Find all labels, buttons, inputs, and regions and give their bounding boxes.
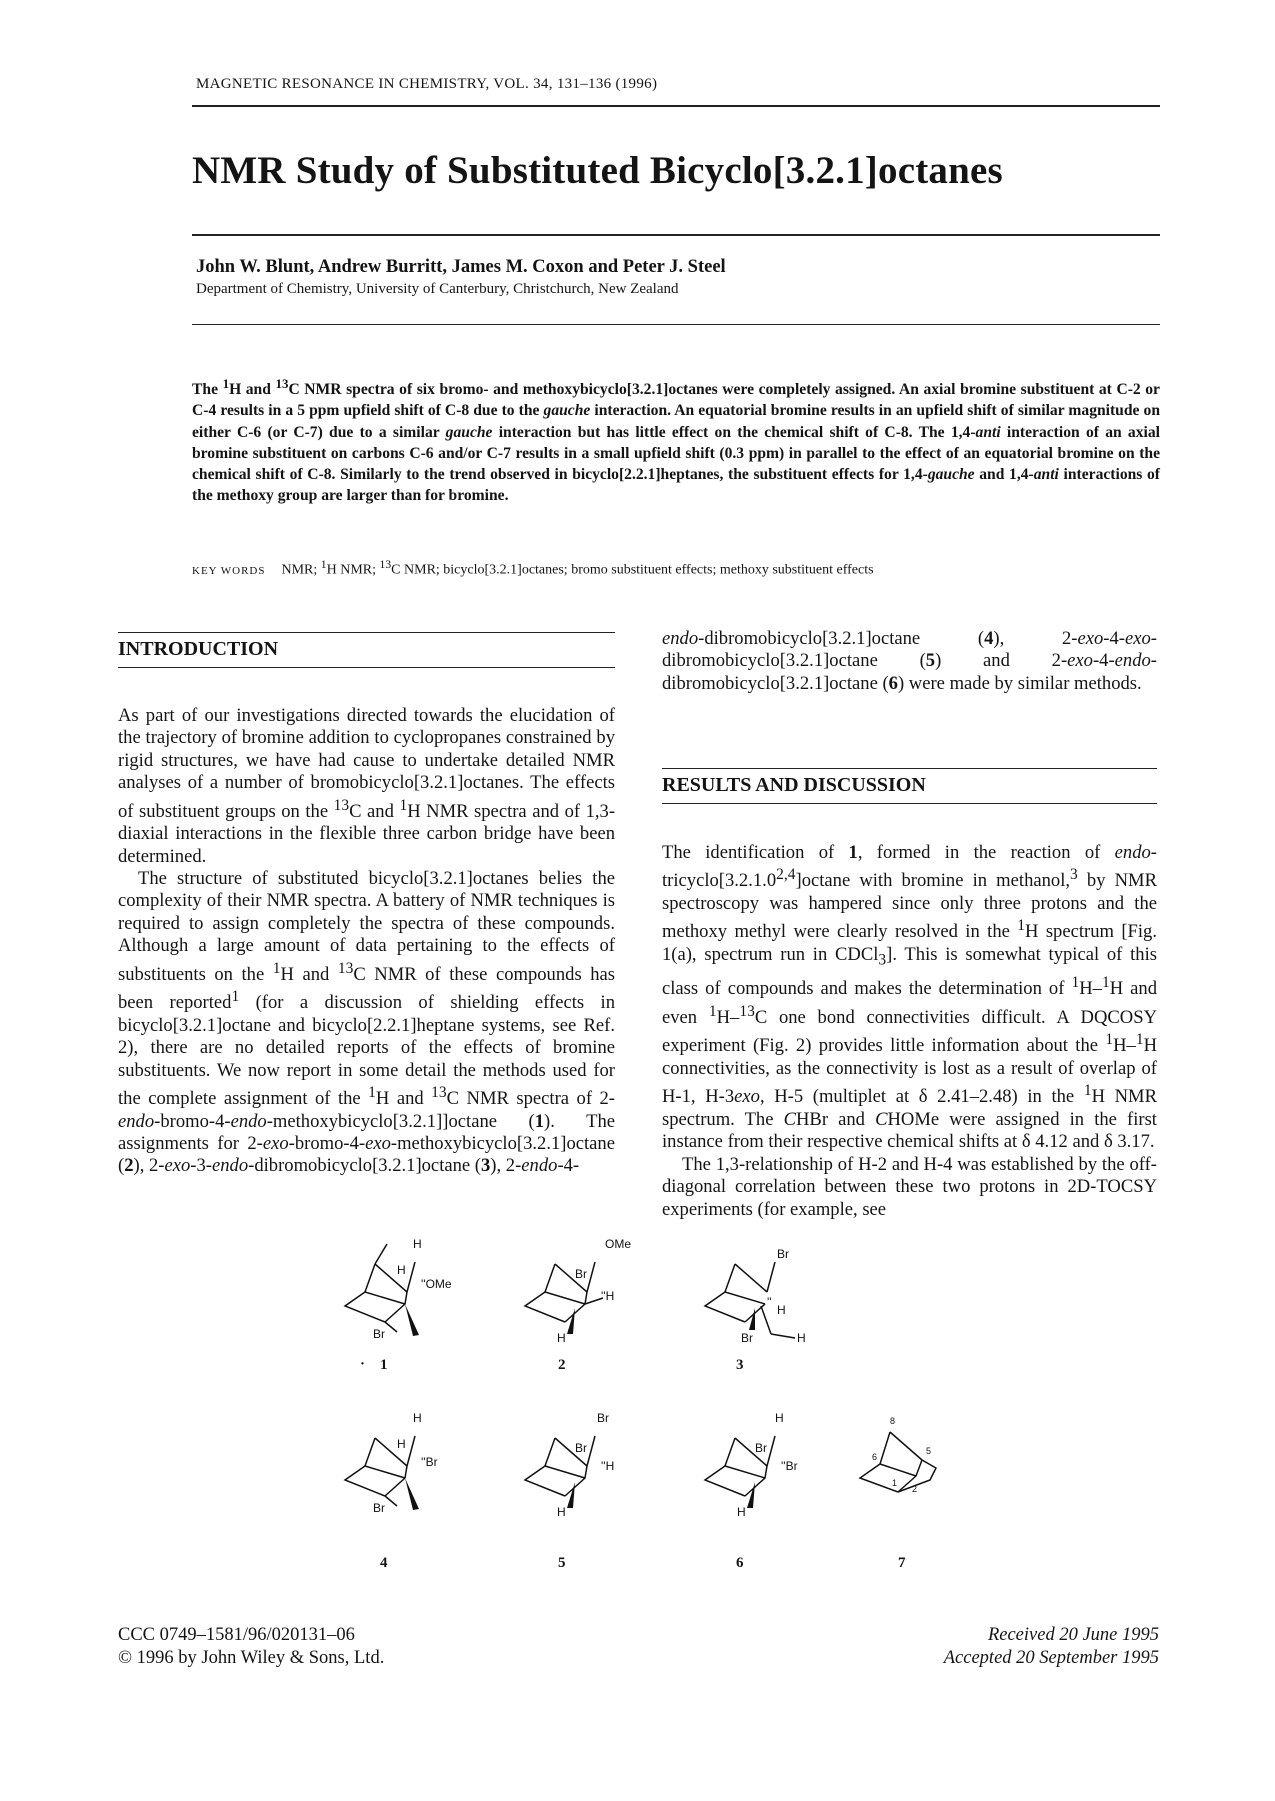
atom-br: ''Br xyxy=(781,1459,798,1473)
results-text xyxy=(662,842,1157,1221)
col2-continuation: endo-dibromobicyclo[3.2.1]octane (4), 2-exo-4-exo-dibromobicyclo[3.2.1]octane (5) and 2-exo-4-endo-dibromobicyclo[3.2.1]octane (6) were made by similar methods. xyxy=(662,628,1157,694)
structure-label-6: 6 xyxy=(736,1555,744,1571)
atom-br: Br xyxy=(373,1501,385,1515)
structure-label-2: 2 xyxy=(558,1357,566,1373)
results-heading: RESULTS AND DISCUSSION xyxy=(662,774,926,796)
structure-7 xyxy=(850,1408,970,1523)
atom-br: Br xyxy=(373,1327,385,1341)
atom-h: H xyxy=(397,1437,406,1451)
affiliation: Department of Chemistry, University of Canterbury, Christchurch, New Zealand xyxy=(196,281,679,297)
structure-label-4: 4 xyxy=(380,1555,388,1571)
structure-label-bullet: · xyxy=(360,1356,366,1372)
position-1: 1 xyxy=(892,1478,898,1488)
position-8: 8 xyxy=(890,1416,896,1426)
position-6: 6 xyxy=(872,1452,878,1462)
results-rule-bottom xyxy=(662,803,1157,804)
intro-text xyxy=(118,705,615,1178)
atom-h: H xyxy=(413,1237,422,1251)
atom-h: ''H xyxy=(601,1289,615,1303)
received-date: Received 20 June 1995 xyxy=(987,1625,1159,1645)
header-rule xyxy=(192,105,1160,107)
atom-br: Br xyxy=(777,1247,789,1261)
atom-br: Br xyxy=(741,1331,753,1345)
atom-h: H xyxy=(557,1505,566,1519)
atom-h: H xyxy=(413,1411,422,1425)
intro-rule-bottom xyxy=(118,667,615,668)
structure-label-7: 7 xyxy=(898,1555,906,1571)
atom-h: H xyxy=(775,1411,784,1425)
intro-paragraph-1: As part of our investigations directed towards the elucidation of the trajectory of bromine addition to cyclopropanes constrained by rigid structures, we have had cause to undertake detailed NMR analyses of a number of bromobicyclo[3.2.1]octanes. The effects of substituent groups on the $^{13}$C and $^1$H NMR spectra and of 1,3-diaxial interactions in the flexible three carbon bridge have been determined. xyxy=(118,705,616,867)
affiliation-rule xyxy=(192,324,1160,325)
journal-header: MAGNETIC RESONANCE IN CHEMISTRY, VOL. 34, 131–136 (1996) xyxy=(196,76,658,92)
atom-ome: ''OMe xyxy=(421,1277,452,1291)
structure-4 xyxy=(335,1408,475,1523)
atom-br: Br xyxy=(597,1411,609,1425)
accepted-date: Accepted 20 September 1995 xyxy=(943,1648,1159,1668)
keywords: KEY WORDS NMR; $^1$H NMR; $^{13}$C NMR; bicyclo[3.2.1]octanes; bromo substituent effects; methoxy substituent effects xyxy=(192,558,874,578)
results-paragraph-1: The identification of 1, formed in the reaction of endo-tricyclo[3.2.1.0$^{2,4}$]octane with bromine in methanol,$^3$ by NMR spectroscopy was hampered since only three protons and the methoxy methyl were clearly resolved in the $^1$H spectrum [Fig. 1(a), spectrum run in CDCl$_3$]. This is somewhat typical of this class of compounds and makes the determination of $^1$H–$^1$H and even $^1$H–$^{13}$C one bond connectivities difficult. A DQCOSY experiment (Fig. 2) provides little information about the $^1$H–$^1$H connectivities, as the connectivity is lost as a result of overlap of H-1, H-3exo, H-5 (multiplet at δ 2.41–2.48) in the $^1$H NMR spectrum. The CHBr and CHOMe were assigned in the first instance from their respective chemical shifts at δ 4.12 and δ 3.17. xyxy=(662,842,1158,1153)
atom-h: H xyxy=(737,1505,746,1519)
intro-paragraph-2: The structure of substituted bicyclo[3.2.1]octanes belies the complexity of their NMR spectra. A battery of NMR techniques is required to assign completely the spectra of these compounds. Although a large amount of data pertaining to the effects of substituents on the $^1$H and $^{13}$C NMR of these compounds has been reported$^1$ (for a discussion of shielding effects in bicyclo[3.2.1]octane and bicyclo[2.2.1]heptane systems, see Ref. 2), there are no detailed reports of the effects of bromine substituents. We now report in some detail the methods used for the complete assignment of the $^1$H and $^{13}$C NMR spectra of 2-endo-bromo-4-endo-methoxybicyclo[3.2.1]]octane (1). The assignments for 2-exo-bromo-4-exo-methoxybicyclo[3.2.1]octane (2), 2-exo-3-endo-dibromobicyclo[3.2.1]octane (3), 2-endo-4- xyxy=(118,868,615,1177)
atom-h: H xyxy=(397,1263,406,1277)
atom-br: Br xyxy=(575,1441,587,1455)
atom-h: ''H xyxy=(601,1459,615,1473)
atom-br: Br xyxy=(575,1267,587,1281)
footer-left xyxy=(118,1624,384,1670)
structure-2 xyxy=(515,1234,655,1349)
structure-label-1: 1 xyxy=(380,1357,388,1373)
ccc-code: CCC 0749–1581/96/020131–06 xyxy=(118,1625,355,1645)
copyright: © 1996 by John Wiley & Sons, Ltd. xyxy=(118,1648,385,1668)
title-rule xyxy=(192,234,1160,236)
structure-label-5: 5 xyxy=(558,1555,566,1571)
authors: John W. Blunt, Andrew Burritt, James M. Coxon and Peter J. Steel xyxy=(196,257,726,277)
atom-h: H xyxy=(777,1303,786,1317)
atom-br: ''Br xyxy=(421,1455,438,1469)
intro-heading: INTRODUCTION xyxy=(118,638,279,660)
paper-title: NMR Study of Substituted Bicyclo[3.2.1]octanes xyxy=(192,149,1003,192)
results-rule-top xyxy=(662,768,1157,769)
intro-rule-top xyxy=(118,632,615,633)
structure-1 xyxy=(335,1234,475,1349)
structure-5 xyxy=(515,1408,655,1523)
abstract: The $^1$H and $^{13}$C NMR spectra of six bromo- and methoxybicyclo[3.2.1]octanes were completely assigned. An axial bromine substituent at C-2 or C-4 results in a 5 ppm upfield shift of C-8 due to the gauche interaction. An equatorial bromine results in an upfield shift of similar magnitude on either C-6 (or C-7) due to a similar gauche interaction but has little effect on the chemical shift of C-8. The 1,4-anti interaction of an axial bromine substituent on carbons C-6 and/or C-7 results in a small upfield shift (0.3 ppm) in parallel to the effect of an equatorial bromine on the chemical shift of C-8. Similarly to the trend observed in bicyclo[2.2.1]heptanes, the substituent effects for 1,4-gauche and 1,4-anti interactions of the methoxy group are larger than for bromine. xyxy=(192,376,1160,505)
structure-3 xyxy=(695,1234,835,1349)
results-paragraph-2: The 1,3-relationship of H-2 and H-4 was established by the off-diagonal correlation between these two protons in 2D-TOCSY experiments (for example, see xyxy=(662,1153,1157,1220)
atom-h: H xyxy=(557,1331,566,1345)
position-5: 5 xyxy=(926,1446,932,1456)
position-2: 2 xyxy=(912,1484,918,1494)
footer-right xyxy=(944,1624,1159,1670)
atom-br: Br xyxy=(755,1441,767,1455)
structure-6 xyxy=(695,1408,835,1523)
structure-label-3: 3 xyxy=(736,1357,744,1373)
atom-h: H xyxy=(797,1331,806,1345)
atom-ome: OMe xyxy=(605,1237,632,1251)
keywords-label: KEY WORDS xyxy=(192,564,266,577)
atom-h: '' xyxy=(767,1295,772,1309)
